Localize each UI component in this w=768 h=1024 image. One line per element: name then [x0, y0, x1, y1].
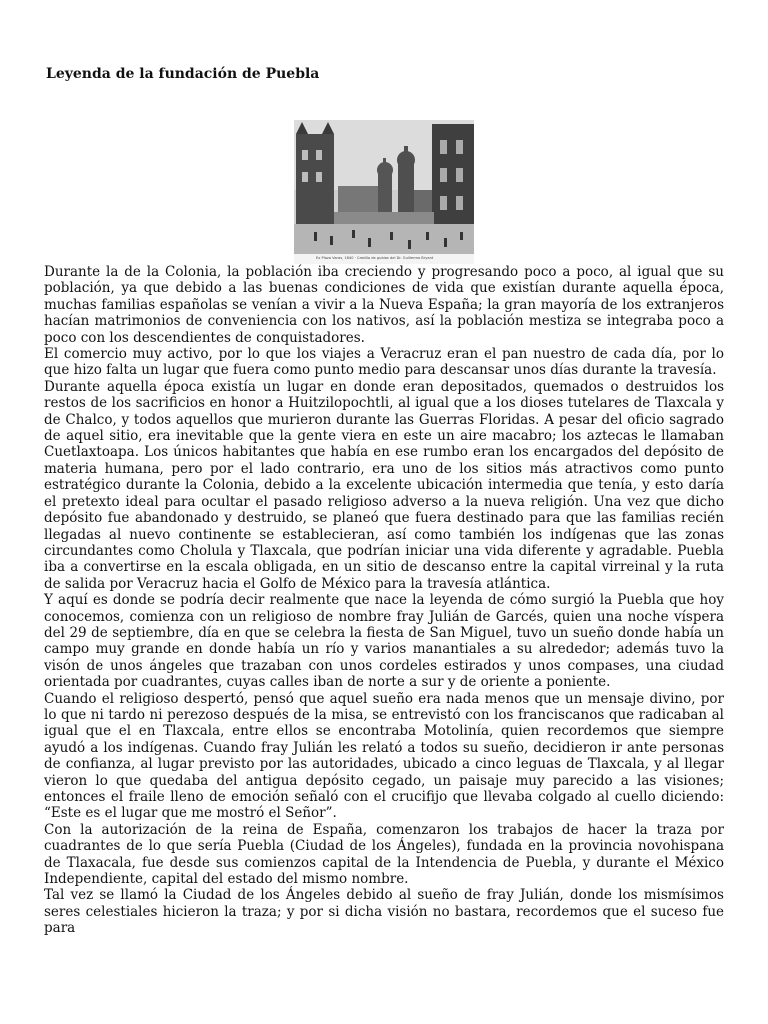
paragraph: El comercio muy activo, por lo que los viajes a Veracruz eran el pan nuestro de cada día, por lo que hizo falta un lugar que fuera como punto medio para descansar unos días durante la travesía. — [44, 346, 724, 379]
paragraph: Con la autorización de la reina de España, comenzaron los trabajos de hacer la traza por cuadrantes de lo que sería Puebla (Ciudad de los Ángeles), fundada en la provincia novohispana de Tlaxacala, fue desde sus comienzos capital de la Intendencia de Puebla, y durante el México Independiente, capital del estado del mismo nombre. — [44, 821, 724, 888]
paragraph: Y aquí es donde se podría decir realmente que nace la leyenda de cómo surgió la Puebla que hoy conocemos, comienza con un religioso de nombre fray Julián de Garcés, quien una noche víspera del 29 de septiembre, día en que se celebra la fiesta de San Miguel, tuvo un sueño donde había un campo muy grande en donde había un río y varios manantiales a su alrededor; además tuvo la visón de unos ángeles que trazaban con unos cordeles estirados y unos compases, una ciudad orientada por cuadrantes, cuyas calles iban de norte a sur y de oriente a poniente. — [44, 592, 724, 691]
paragraph: Durante aquella época existía un lugar en donde eran depositados, quemados o destruidos los restos de los sacrificios en honor a Huitzilopochtli, al igual que a los dioses tutelares de Tlaxcala y de Chalco, y todos aquellos que murieron durante las Guerras Floridas. A pesar del oficio sagrado de aquel sitio, era inevitable que la gente viera en este un aire macabro; los aztecas le llamaban Cuetlaxtoapa. Los únicos habitantes que había en ese rumbo eran los encargados del depósito de materia humana, pero por el lado contrario, era uno de los sitios más atractivos como punto estratégico durante la Colonia, debido a la excelente ubicación intermedia que tenía, y esto daría el pretexto ideal para ocultar el pasado religioso adverso a la nueva religión. Una vez que dicho depósito fue abandonado y destruido, se planeó que fuera destinado para que las familias recién llegadas al nuevo continente se establecieran, así como también los indígenas que las zonas circundantes como Cholula y Tlaxcala, que podrían iniciar una vida diferente y agradable. Puebla iba a convertirse en la escala obligada, en un sitio de descanso entre la capital virreinal y la ruta de salida por Veracruz hacia el Golfo de México para la travesía atlántica. — [44, 378, 724, 592]
paragraph: Cuando el religioso despertó, pensó que aquel sueño era nada menos que un mensaje divino, por lo que ni tardo ni perezoso después de la misa, se entrevistó con los franciscanos que radicaban al igual que el en Tlaxcala, entre ellos se encontraba Motolinía, quien recordemos que siempre ayudó a los indígenas. Cuando fray Julián les relató a todos su sueño, decidieron ir ante personas de confianza, al lugar previsto por las autoridades, ubicado a cinco leguas de Tlaxcala, y al llegar vieron lo que quedaba del antigua depósito cegado, un paisaje muy parecido a las visiones; entonces el fraile lleno de emoción señaló con el crucifijo que llevaba colgado al cuello diciendo: “Este es el lugar que me mostró el Señor”. — [44, 690, 724, 822]
document-body — [44, 264, 724, 937]
paragraph: Tal vez se llamó la Ciudad de los Ángeles debido al sueño de fray Julián, donde los mismísimos seres celestiales hicieron la traza; y por si dicha visión no bastara, recordemos que el suceso fue para — [44, 887, 724, 937]
document-title: Leyenda de la fundación de Puebla — [46, 66, 320, 82]
photo-caption: Ex Plaza Varas, 1840 · Castillo de gubias del Dr. Guillermo Bryant — [316, 256, 434, 260]
plaza-illustration — [294, 120, 474, 264]
historic-plaza-photo — [294, 120, 474, 264]
paragraph: Durante la de la Colonia, la población iba creciendo y progresando poco a poco, al igual que su población, ya que debido a las buenas condiciones de vida que existían durante aquella época, muchas familias españolas se venían a vivir a la Nueva España; la gran mayoría de los extranjeros hacían matrimonios de conveniencia con los nativos, así la población mestiza se integraba poco a poco con los descendientes de conquistadores. — [44, 264, 724, 346]
